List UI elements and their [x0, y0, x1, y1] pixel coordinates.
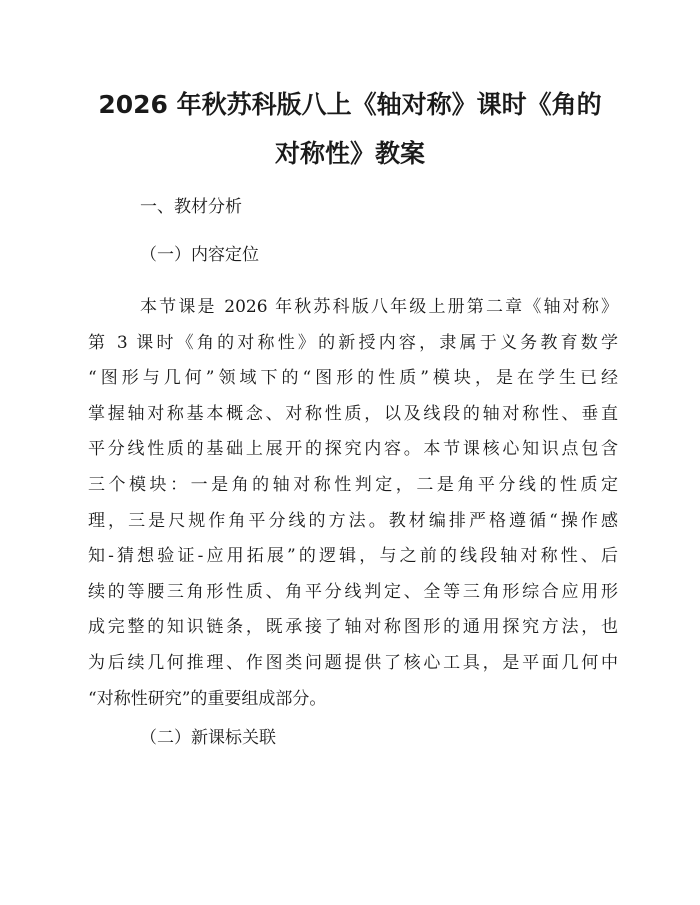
paragraph-line: 本节课是 2026 年秋苏科版八年级上册第二章《轴对称》: [140, 297, 618, 317]
paragraph-line: 为后续几何推理、作图类问题提供了核心工具，是平面几何中: [88, 652, 618, 673]
document-title-line-1: 2026 年秋苏科版八上《轴对称》课时《角的: [98, 90, 602, 119]
paragraph-line: “图形与几何”领域下的“图形的性质”模块，是在学生已经: [88, 368, 618, 389]
paragraph-line: 续的等腰三角形性质、角平分线判定、全等三角形综合应用形: [88, 581, 618, 602]
paragraph-line: 平分线性质的基础上展开的探究内容。本节课核心知识点包含: [88, 439, 618, 460]
paragraph-line: 掌握轴对称基本概念、对称性质，以及线段的轴对称性、垂直: [88, 403, 618, 424]
paragraph-line: 第 3 课时《角的对称性》的新授内容，隶属于义务教育数学: [88, 332, 618, 353]
section-heading-materials-analysis: 一、教材分析: [140, 197, 242, 217]
paragraph-line: 知-猜想验证-应用拓展”的逻辑，与之前的线段轴对称性、后: [88, 546, 618, 567]
paragraph-line: 三个模块：一是角的轴对称性判定，二是角平分线的性质定: [88, 474, 618, 495]
paragraph-content-positioning: [88, 290, 618, 717]
subsection-heading-content-positioning: （一）内容定位: [140, 245, 259, 265]
paragraph-line: 成完整的知识链条，既承接了轴对称图形的通用探究方法，也: [88, 617, 618, 638]
paragraph-line: 理，三是尺规作角平分线的方法。教材编排严格遵循“操作感: [88, 510, 618, 531]
paragraph-line: “对称性研究”的重要组成部分。: [88, 688, 327, 709]
document-title-line-2: 对称性》教案: [274, 139, 425, 168]
subsection-heading-new-curriculum: （二）新课标关联: [140, 728, 276, 748]
